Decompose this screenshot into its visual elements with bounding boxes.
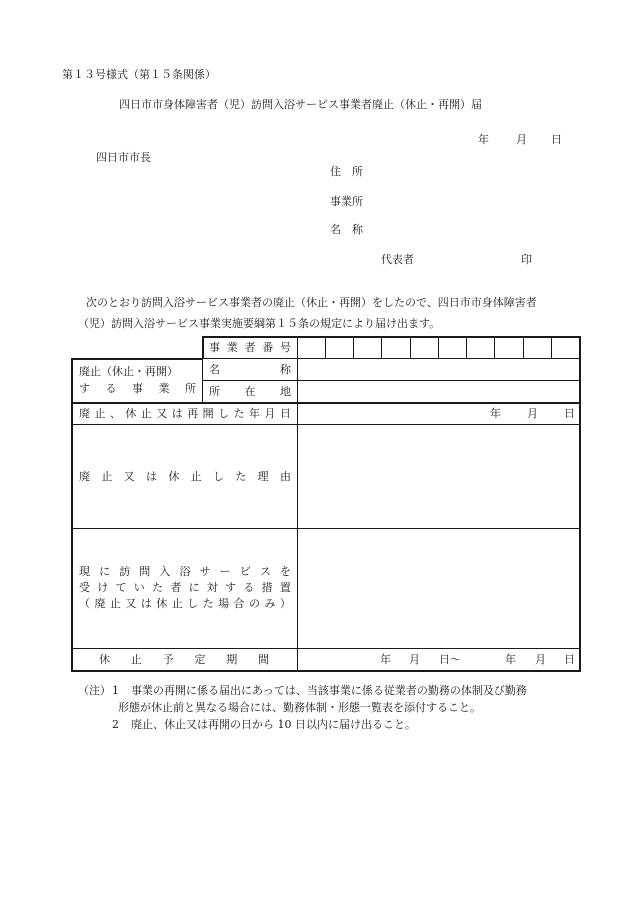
period-start-month: 月 [409, 653, 420, 666]
office-label-line-1: 廃止（休止・再開） [79, 365, 178, 378]
applicant-address-label: 住 所 [330, 165, 363, 178]
suspension-period-label: 休 止 予 定 期 間 [99, 653, 269, 666]
period-end-year: 年 [505, 653, 516, 666]
period-end-month: 月 [535, 653, 546, 666]
note-1-number: 1 [112, 684, 119, 697]
measures-label-line-1: 現 に 訪 問 入 浴 サ ー ビ ス を [79, 565, 291, 578]
note-2-text: 廃止、休止又は再開の日から 10 日以内に届け出ること。 [131, 718, 416, 731]
office-label-line-2: す る 事 業 所 [79, 382, 196, 395]
date-month-label: 月 [516, 133, 527, 146]
office-location-label: 所 在 地 [209, 385, 291, 398]
period-start-day: 日〜 [439, 653, 461, 666]
change-date-month: 月 [527, 407, 538, 420]
note-1-line-1: 事業の再開に係る届出にあっては、当該事業に係る従業者の勤務の体制及び勤務 [131, 684, 527, 697]
period-end-day: 日 [564, 653, 575, 666]
reason-label: 廃 止 又 は 休 止 し た 理 由 [79, 470, 291, 483]
intro-line-2: （児）訪問入浴サービス事業実施要綱第１５条の規定により届け出ます。 [78, 317, 441, 330]
applicant-representative-label: 代表者 [381, 253, 414, 266]
intro-line-1: 次のとおり訪問入浴サービス事業者の廃止（休止・再開）をしたので、四日市市身体障害者 [86, 296, 537, 309]
notes-prefix: （注） [78, 684, 111, 697]
addressee: 四日市市長 [96, 151, 151, 164]
change-date-day: 日 [564, 407, 575, 420]
office-name-label: 名 称 [209, 363, 291, 376]
applicant-name-label: 名 称 [330, 223, 363, 236]
notification-form-table [71, 336, 581, 672]
seal-mark: 印 [521, 253, 532, 266]
note-1-line-2: 形態が休止前と異なる場合には、勤務体制・形態一覧表を添付すること。 [118, 701, 481, 714]
business-number-label: 事 業 者 番 号 [209, 341, 291, 354]
form-number: 第１３号様式（第１５条関係） [62, 68, 216, 81]
measures-label-line-2: 受 け て い た 者 に 対 す る 措 置 [79, 581, 291, 594]
change-date-label: 廃 止 、 休 止 又 は 再 開 し た 年 月 日 [79, 407, 291, 420]
date-year-label: 年 [478, 133, 489, 146]
period-start-year: 年 [380, 653, 391, 666]
document-title: 四日市市身体障害者（児）訪問入浴サービス事業者廃止（休止・再開）届 [119, 98, 482, 111]
note-2-number: 2 [112, 718, 119, 731]
applicant-office-label: 事業所 [330, 195, 363, 208]
measures-label-line-3: （ 廃 止 又 は 休 止 し た 場 合 の み ） [79, 597, 291, 610]
change-date-year: 年 [490, 407, 501, 420]
date-day-label: 日 [551, 133, 562, 146]
